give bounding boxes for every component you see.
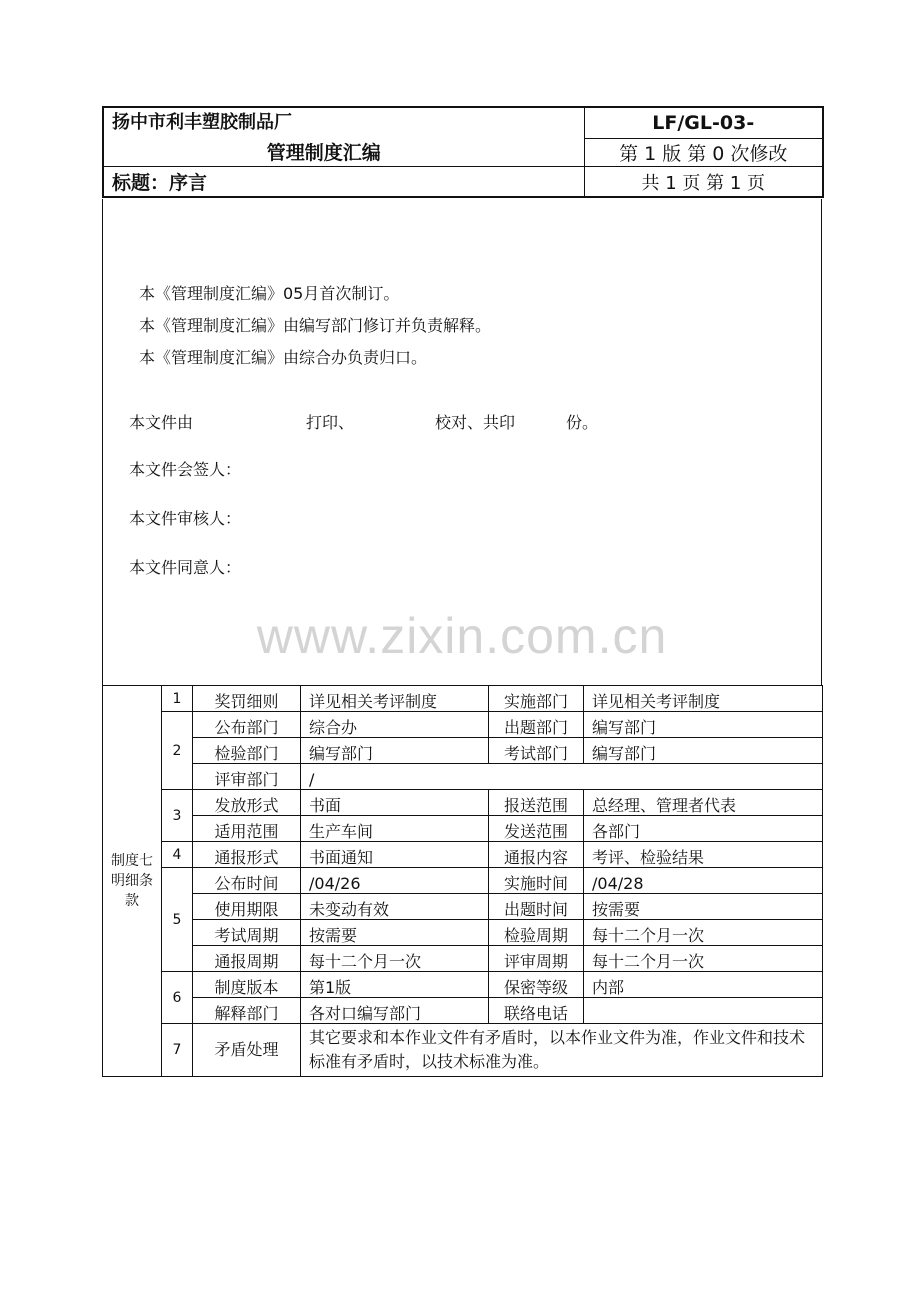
field-value: 编写部门 <box>301 738 489 764</box>
statement-2: 本《管理制度汇编》由编写部门修订并负责解释。 <box>139 316 492 335</box>
field-label: 通报内容 <box>489 842 584 868</box>
company-cell <box>103 107 584 138</box>
countersign-label: 本文件会签人： <box>129 460 242 479</box>
field-value: 书面 <box>301 790 489 816</box>
field-value: 各对口编写部门 <box>301 998 489 1024</box>
field-value: 生产车间 <box>301 816 489 842</box>
field-label: 制度版本 <box>193 972 301 998</box>
field-value: 考评、检验结果 <box>584 842 823 868</box>
edition-info: 第 1 版 第 0 次修改 <box>584 138 823 167</box>
field-label: 公布部门 <box>193 712 301 738</box>
field-label: 实施部门 <box>489 686 584 712</box>
field-value: 书面通知 <box>301 842 489 868</box>
print-info-copies: 份。 <box>566 413 599 432</box>
row-number: 7 <box>162 1024 193 1077</box>
table-row <box>103 712 823 738</box>
row-number: 3 <box>162 790 193 842</box>
reviewer-label: 本文件审核人： <box>129 509 242 528</box>
print-info-label: 本文件由 <box>129 413 194 432</box>
document-header <box>102 106 824 198</box>
section-label: 制度七明细条款 <box>103 686 162 1077</box>
field-label: 通报形式 <box>193 842 301 868</box>
field-label: 出题时间 <box>489 894 584 920</box>
table-row <box>103 868 823 894</box>
field-label: 评审周期 <box>489 946 584 972</box>
field-value: /04/26 <box>301 868 489 894</box>
row-number: 6 <box>162 972 193 1024</box>
table-row <box>103 738 823 764</box>
document-code: LF/GL-03- <box>584 107 823 138</box>
field-label: 报送范围 <box>489 790 584 816</box>
print-info-proof: 校对、共印 <box>435 413 516 432</box>
print-info-print: 打印、 <box>306 413 355 432</box>
field-label: 使用期限 <box>193 894 301 920</box>
page-info: 共 1 页 第 1 页 <box>584 167 823 198</box>
field-label: 解释部门 <box>193 998 301 1024</box>
row-number: 4 <box>162 842 193 868</box>
statement-1: 本《管理制度汇编》05月首次制订。 <box>139 284 400 303</box>
field-value: 其它要求和本作业文件有矛盾时，以本作业文件为准，作业文件和技术标准有矛盾时，以技术标准为准。 <box>301 1024 823 1077</box>
document-title: 标题：序言 <box>103 167 584 198</box>
table-row <box>103 972 823 998</box>
field-value: 各部门 <box>584 816 823 842</box>
statement-3: 本《管理制度汇编》由综合办负责归口。 <box>139 348 428 367</box>
document-name-cell <box>103 138 584 167</box>
field-value: 综合办 <box>301 712 489 738</box>
field-value <box>584 998 823 1024</box>
field-value: / <box>301 764 823 790</box>
field-label: 检验周期 <box>489 920 584 946</box>
field-label: 联络电话 <box>489 998 584 1024</box>
field-value: 按需要 <box>584 894 823 920</box>
field-label: 考试周期 <box>193 920 301 946</box>
field-label: 实施时间 <box>489 868 584 894</box>
table-row <box>103 920 823 946</box>
field-label: 出题部门 <box>489 712 584 738</box>
row-number: 5 <box>162 868 193 972</box>
field-label: 通报周期 <box>193 946 301 972</box>
field-value: 每十二个月一次 <box>584 920 823 946</box>
document-name: 管理制度汇编 <box>266 142 381 164</box>
watermark: www.zixin.com.cn <box>256 608 668 664</box>
field-value: 每十二个月一次 <box>584 946 823 972</box>
table-row <box>103 894 823 920</box>
field-value: 按需要 <box>301 920 489 946</box>
field-value: 编写部门 <box>584 738 823 764</box>
field-label: 发放形式 <box>193 790 301 816</box>
table-row <box>103 946 823 972</box>
table-row <box>103 764 823 790</box>
field-label: 奖罚细则 <box>193 686 301 712</box>
company-name: 扬中市利丰塑胶制品厂 <box>112 112 292 133</box>
field-label: 考试部门 <box>489 738 584 764</box>
table-row <box>103 816 823 842</box>
field-value: 总经理、管理者代表 <box>584 790 823 816</box>
field-value: 详见相关考评制度 <box>301 686 489 712</box>
field-value: /04/28 <box>584 868 823 894</box>
preface-body <box>102 199 822 685</box>
row-number: 1 <box>162 686 193 712</box>
table-row <box>103 1024 823 1077</box>
table-row <box>103 790 823 816</box>
field-label: 矛盾处理 <box>193 1024 301 1077</box>
table-row <box>103 998 823 1024</box>
field-value: 详见相关考评制度 <box>584 686 823 712</box>
field-label: 评审部门 <box>193 764 301 790</box>
field-label: 发送范围 <box>489 816 584 842</box>
field-value: 内部 <box>584 972 823 998</box>
field-label: 适用范围 <box>193 816 301 842</box>
field-value: 编写部门 <box>584 712 823 738</box>
field-label: 检验部门 <box>193 738 301 764</box>
table-row <box>103 842 823 868</box>
table-row <box>103 686 823 712</box>
field-value: 每十二个月一次 <box>301 946 489 972</box>
approver-label: 本文件同意人： <box>129 558 242 577</box>
field-value: 未变动有效 <box>301 894 489 920</box>
field-label: 公布时间 <box>193 868 301 894</box>
row-number: 2 <box>162 712 193 790</box>
field-label: 保密等级 <box>489 972 584 998</box>
field-value: 第1版 <box>301 972 489 998</box>
detail-clauses-table <box>102 685 823 1077</box>
